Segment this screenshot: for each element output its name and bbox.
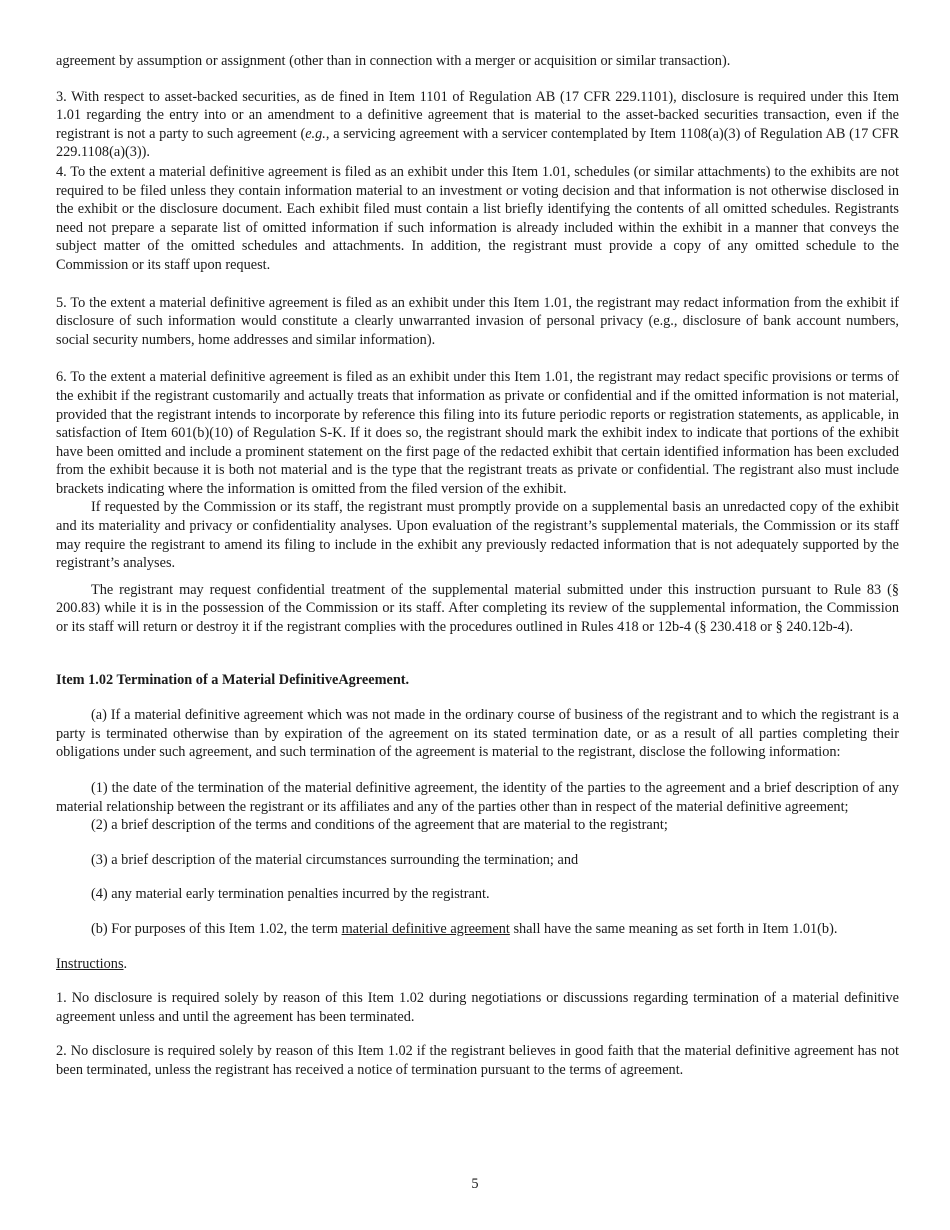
item-102-instruction-1: 1. No disclosure is required solely by reason of this Item 1.02 during negotiations or discussions regarding termination of a material definitive agreement unless and until the agreement has been terminated. (56, 990, 899, 1025)
instruction-3-eg: e.g. (305, 125, 326, 142)
instruction-4-paragraph: 4. To the extent a material definitive agreement is filed as an exhibit under this Item 1.01, schedules (or similar attachments) to the exhibits are not required to be filed unless they contain information material to an investment or voting decision and that information is not otherwise disclosed in the exhibit or the disclosure document. Each exhibit filed must contain a list briefly identifying the contents of all omitted schedules. Registrants need not prepare a separate list of omitted information if such information is already included within the exhibit in a manner that conveys the subject matter of the omitted schedules and attachments. In addition, the registrant must provide a copy of any omitted schedule to the Commission or its staff upon request. (56, 163, 899, 273)
instructions-period: . (123, 955, 128, 972)
item-102-list-item-2: (2) a brief description of the terms and conditions of the agreement that are material to the registrant; (91, 817, 668, 834)
instructions-label: Instructions (56, 955, 124, 972)
item-102-paragraph-b (56, 920, 899, 939)
instruction-5-paragraph: 5. To the extent a material definitive agreement is filed as an exhibit under this Item 1.01, the registrant may redact information from the exhibit if disclosure of such information would constitute a clearly unwarranted invasion of personal privacy (e.g., disclosure of bank account numbers, social security numbers, home addresses and similar information). (56, 294, 899, 348)
instruction-6-paragraph: 6. To the extent a material definitive agreement is filed as an exhibit under this Item 1.01, the registrant may redact specific provisions or terms of the exhibit if the registrant customarily and actually treats that information as private or confidential and if the omitted information is not material, provided that the registrant intends to incorporate by reference this filing into its future periodic reports or registration statements, as applicable, in satisfaction of Item 601(b)(10) of Regulation S-K. If it does so, the registrant should mark the exhibit index to indicate that portions of the exhibit have been omitted and include a prominent statement on the first page of the redacted exhibit that certain identified information has been excluded from the exhibit because it is both not material and is the type that the registrant treats as private or confidential. The registrant also must include brackets indicating where the information is omitted from the filed version of the exhibit. (56, 369, 899, 497)
instruction-3-text-continued: , a servicing agreement with a servicer contemplated by Item 1108(a)(3) of Regulation AB (17 CFR 229.1108(a)(3)). (56, 125, 899, 161)
page-number: 5 (471, 1176, 479, 1192)
item-102-list-item-3: (3) a brief description of the material circumstances surrounding the termination; and (91, 851, 579, 868)
paragraph-b-text: (b) For purposes of this Item 1.02, the term (91, 920, 342, 937)
item-102-paragraph-a: (a) If a material definitive agreement which was not made in the ordinary course of business of the registrant and to which the registrant is a party is terminated otherwise than by expiration of the agreement on its stated termination date, or as a result of all parties completing their obligations under such agreement, and such termination of the agreement is material to the registrant, disclose the following information: (56, 707, 899, 761)
item-102-heading: Item 1.02 Termination of a Material DefinitiveAgreement. (56, 671, 410, 688)
item-102-list-item-1: (1) the date of the termination of the material definitive agreement, the identity of the parties to the agreement and a brief description of any material relationship between the registrant or its affiliates and any of the parties other than in respect of the material definitive agreement; (56, 780, 899, 815)
defined-term-material-definitive-agreement: material definitive agreement (341, 920, 510, 937)
instruction-6-confidential-paragraph: The registrant may request confidential treatment of the supplemental material submitted under this instruction pursuant to Rule 83 (§ 200.83) while it is in the possession of the Commission or its staff. After completing its review of the supplemental information, the Commission or its staff will return or destroy it if the registrant complies with the procedures outlined in Rules 418 or 12b-4 (§ 230.418 or § 240.12b-4). (56, 581, 899, 636)
instruction-3-text: 3. With respect to asset-backed securities, as de fined in Item 1101 of Regulation AB (17 CFR 229.1101), disclosure is required under this Item 1.01 regarding the entry into or an amendment to a definitive agreement that is material to the asset-backed securities transaction, even if the registrant is not a party to such agreement ( (56, 88, 899, 142)
paragraph-b-text-continued: shall have the same meaning as set forth in Item 1.01(b). (509, 920, 838, 937)
instruction-3-paragraph (56, 88, 899, 162)
instruction-6-supplemental-paragraph: If requested by the Commission or its staff, the registrant must promptly provide on a supplemental basis an unredacted copy of the exhibit and its materiality and privacy or confidentiality analyses. Upon evaluation of the registrant’s supplemental materials, the Commission or its staff may require the registrant to amend its filing to include in the exhibit any previously redacted information that is not adequately supported by the registrant’s analyses. (56, 499, 899, 572)
instructions-heading (56, 955, 899, 974)
document-page (56, 52, 899, 1080)
item-102-instruction-2: 2. No disclosure is required solely by reason of this Item 1.02 if the registrant believes in good faith that the material definitive agreement has not been terminated, unless the registrant has received a notice of termination pursuant to the terms of agreement. (56, 1043, 899, 1078)
item-102-list-item-4: (4) any material early termination penalties incurred by the registrant. (91, 886, 490, 903)
continued-text: agreement by assumption or assignment (other than in connection with a merger or acquisition or similar transaction). (56, 53, 731, 69)
